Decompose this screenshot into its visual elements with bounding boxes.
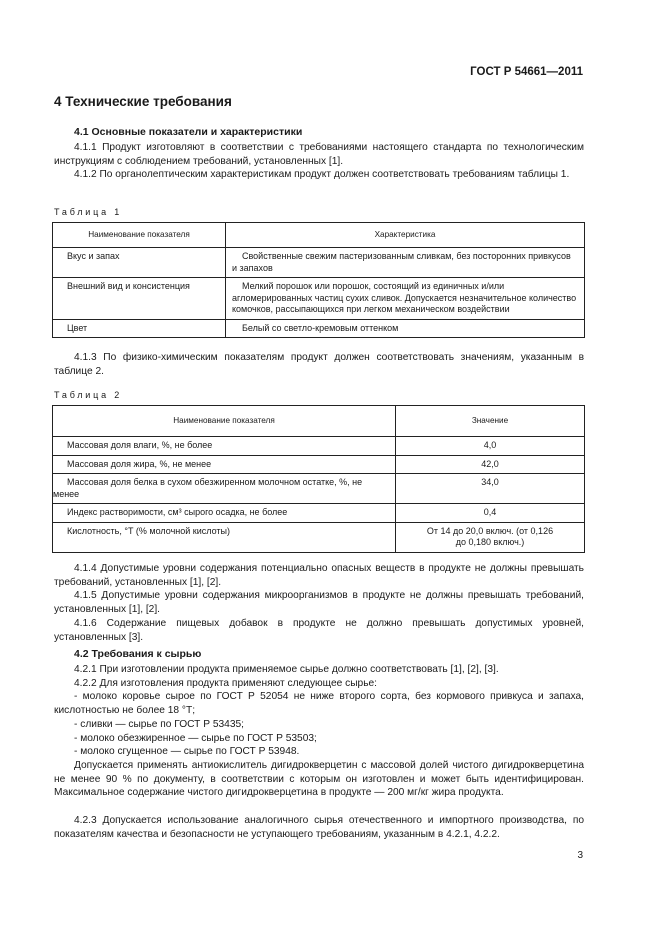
table-row	[53, 278, 585, 320]
paragraph-4-1-6: 4.1.6 Содержание пищевых добавок в продукте не должно превышать допустимых уровней, установленных [3].	[54, 618, 584, 643]
table-1-caption: Таблица 1	[54, 207, 122, 217]
list-item: - сливки — сырье по ГОСТ Р 53435;	[74, 719, 244, 730]
paragraph-4-1-1: 4.1.1 Продукт изготовляют в соответствии с требованиями настоящего стандарта по технологическим инструкциям с соблюдением требований, установленных [1].	[54, 142, 584, 167]
paragraph-4-1-4: 4.1.4 Допустимые уровни содержания потенциально опасных веществ в продукте не должны превышать требований, установленных [1], [2].	[54, 563, 584, 588]
table-cell: 0,4	[396, 504, 585, 523]
subsection-4-2-title: 4.2 Требования к сырью	[74, 648, 202, 660]
table-cell: Цвет	[53, 319, 226, 338]
table-cell: Свойственные свежим пастеризованным сливкам, без посторонних привкусов и запахов	[226, 248, 585, 278]
paragraph-4-2-2: 4.2.2 Для изготовления продукта применяют следующее сырье:	[74, 678, 377, 689]
section-title: 4 Технические требования	[54, 94, 232, 109]
table-row	[53, 248, 585, 278]
document-header: ГОСТ Р 54661—2011	[470, 66, 583, 78]
table-row	[53, 437, 585, 456]
table-cell: Массовая доля белка в сухом обезжиренном молочном остатке, %, не менее	[53, 474, 396, 504]
table-cell: Мелкий порошок или порошок, состоящий из единичных и/или агломерированных частиц сухих сливок. Допускается незначительное количество комочков, рассыпающихся при легком механическом воздействии	[226, 278, 585, 320]
table-cell: От 14 до 20,0 включ. (от 0,126 до 0,180 включ.)	[396, 522, 585, 552]
table-row	[53, 522, 585, 552]
table-row	[53, 319, 585, 338]
table-row	[53, 455, 585, 474]
paragraph-antioxidant: Допускается применять антиокислитель дигидрокверцетин с массовой долей чистого дигидрокверцетина не менее 90 % по документу, в соответствии с которым он изготовлен и может быть идентифицирован. Максимальное содержание чистого дигидрокверцетина в продукте — 200 мг/кг жира продукта.	[54, 760, 584, 799]
table-header-row	[53, 406, 585, 437]
table-header-row	[53, 223, 585, 248]
table-cell: Индекс растворимости, см³ сырого осадка, не более	[53, 504, 396, 523]
table-row	[53, 474, 585, 504]
subsection-4-1-title: 4.1 Основные показатели и характеристики	[74, 126, 303, 138]
table-2	[52, 405, 585, 553]
table-cell: Массовая доля жира, %, не менее	[53, 455, 396, 474]
paragraph-4-2-1: 4.2.1 При изготовлении продукта применяемое сырье должно соответствовать [1], [2], [3].	[74, 664, 499, 675]
list-item: - молоко обезжиренное — сырье по ГОСТ Р 53503;	[74, 733, 317, 744]
table-row	[53, 504, 585, 523]
table-2-caption: Таблица 2	[54, 390, 122, 400]
table-cell: 42,0	[396, 455, 585, 474]
table-cell: Массовая доля влаги, %, не более	[53, 437, 396, 456]
list-item: - молоко коровье сырое по ГОСТ Р 52054 не ниже второго сорта, без кормового привкуса и запаха, кислотностью не более 18 °Т;	[54, 691, 584, 716]
table-cell: 4,0	[396, 437, 585, 456]
paragraph-4-1-2: 4.1.2 По органолептическим характеристикам продукт должен соответствовать требованиям таблицы 1.	[74, 169, 570, 180]
table-cell: Кислотность, °Т (% молочной кислоты)	[53, 522, 396, 552]
page-number: 3	[577, 850, 583, 861]
paragraph-4-2-3: 4.2.3 Допускается использование аналогичного сырья отечественного и импортного производства, по показателям качества и безопасности не уступающего требованиям, указанным в 4.2.1, 4.2.2.	[54, 815, 584, 840]
list-item: - молоко сгущенное — сырье по ГОСТ Р 53948.	[74, 746, 300, 757]
paragraph-4-1-5: 4.1.5 Допустимые уровни содержания микроорганизмов в продукте не должны превышать требований, установленных [1], [2].	[54, 590, 584, 615]
table-header-cell: Значение	[396, 406, 585, 437]
paragraph-4-1-3: 4.1.3 По физико-химическим показателям продукт должен соответствовать значениям, указанным в таблице 2.	[54, 352, 584, 377]
table-cell: Вкус и запах	[53, 248, 226, 278]
table-header-cell: Наименование показателя	[53, 406, 396, 437]
table-cell: Белый со светло-кремовым оттенком	[226, 319, 585, 338]
table-1	[52, 222, 585, 338]
table-cell: 34,0	[396, 474, 585, 504]
table-header-cell: Характеристика	[226, 223, 585, 248]
table-header-cell: Наименование показателя	[53, 223, 226, 248]
table-cell: Внешний вид и консистенция	[53, 278, 226, 320]
